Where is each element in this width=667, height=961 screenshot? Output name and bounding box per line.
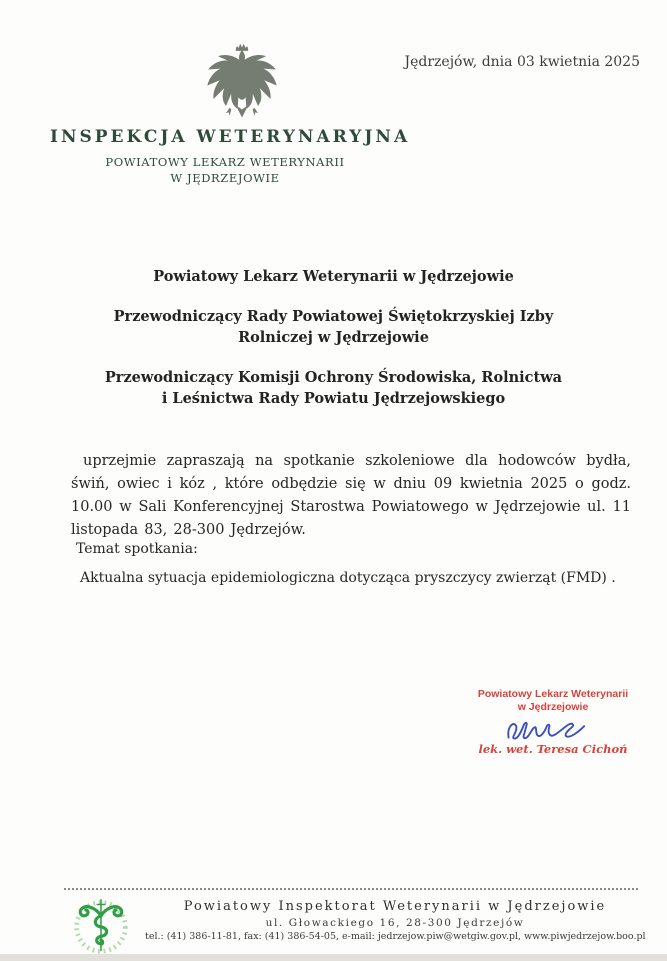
footer-contact: tel.: (41) 386-11-81, fax: (41) 386-54-05, e-mail: jedrzejow.piw@wetgiw.gov.pl, www.piwjedrzejow.boo.pl [145,931,646,942]
org-subtitle-2: W JĘDRZEJOWIE [170,171,280,185]
recipient-1-line-1: Powiatowy Lekarz Weterynarii w Jędrzejowie [153,268,514,285]
recipient-2 [0,306,667,348]
recipient-3-line-2: i Leśnictwa Rady Powiatu Jędrzejowskiego [161,390,506,407]
stamp-line-2: w Jędrzejowie [517,701,589,713]
eagle-tail [236,105,248,117]
eagle-claw-right [253,108,258,116]
signer-name: lek. wet. Teresa Cichoń [478,742,628,756]
topic-text: Aktualna sytuacja epidemiologiczna dotycząca pryszczycy zwierząt (FMD) . [80,570,616,586]
recipient-2-line-1: Przewodniczący Rady Powiatowej Świętokrzyskiej Izby [113,308,554,325]
eagle-claw-left [226,108,231,116]
recipient-3-line-1: Przewodniczący Komisji Ochrony Środowiska, Rolnictwa [104,369,563,386]
footer-org-name: Powiatowy Inspektorat Weterynarii w Jędrzejowie [183,899,607,914]
letterhead [50,127,411,185]
footer-address: ul. Głowackiego 16, 28-300 Jędrzejów [265,917,525,929]
stamp-line-1: Powiatowy Lekarz Weterynarii [477,688,629,700]
date-line: Jędrzejów, dnia 03 kwietnia 2025 [404,54,640,70]
caduceus-horn-left [80,907,101,916]
recipient-1 [0,266,667,287]
official-stamp [462,688,644,756]
footer-block [145,899,645,942]
invitation-paragraph: uprzejmie zapraszają na spotkanie szkoleniowe dla hodowców bydła, świń, owiec i kóz , które odbędzie się w dniu 09 kwietnia 2025 o godz. 10.00 w Sali Konferencyjnej Starostwa Powiatowego w Jędrzejowie ul. 11 listopada 83, 28-300 Jędrzejów. [71,453,631,538]
footer-divider [64,888,640,890]
scan-edge-band [0,954,667,961]
recipient-3 [0,367,667,409]
org-subtitle-1: POWIATOWY LEKARZ WETERYNARII [105,155,345,169]
org-name: INSPEKCJA WETERYNARYJNA [50,127,411,147]
caduceus-horn-right [101,907,122,916]
topic-label: Temat spotkania: [76,541,198,557]
eagle-crown [236,44,248,51]
recipient-2-line-2: Rolniczej w Jędrzejowie [238,329,429,346]
recipients-block [0,266,667,428]
veterinary-caduceus-wreath-icon [60,896,142,956]
